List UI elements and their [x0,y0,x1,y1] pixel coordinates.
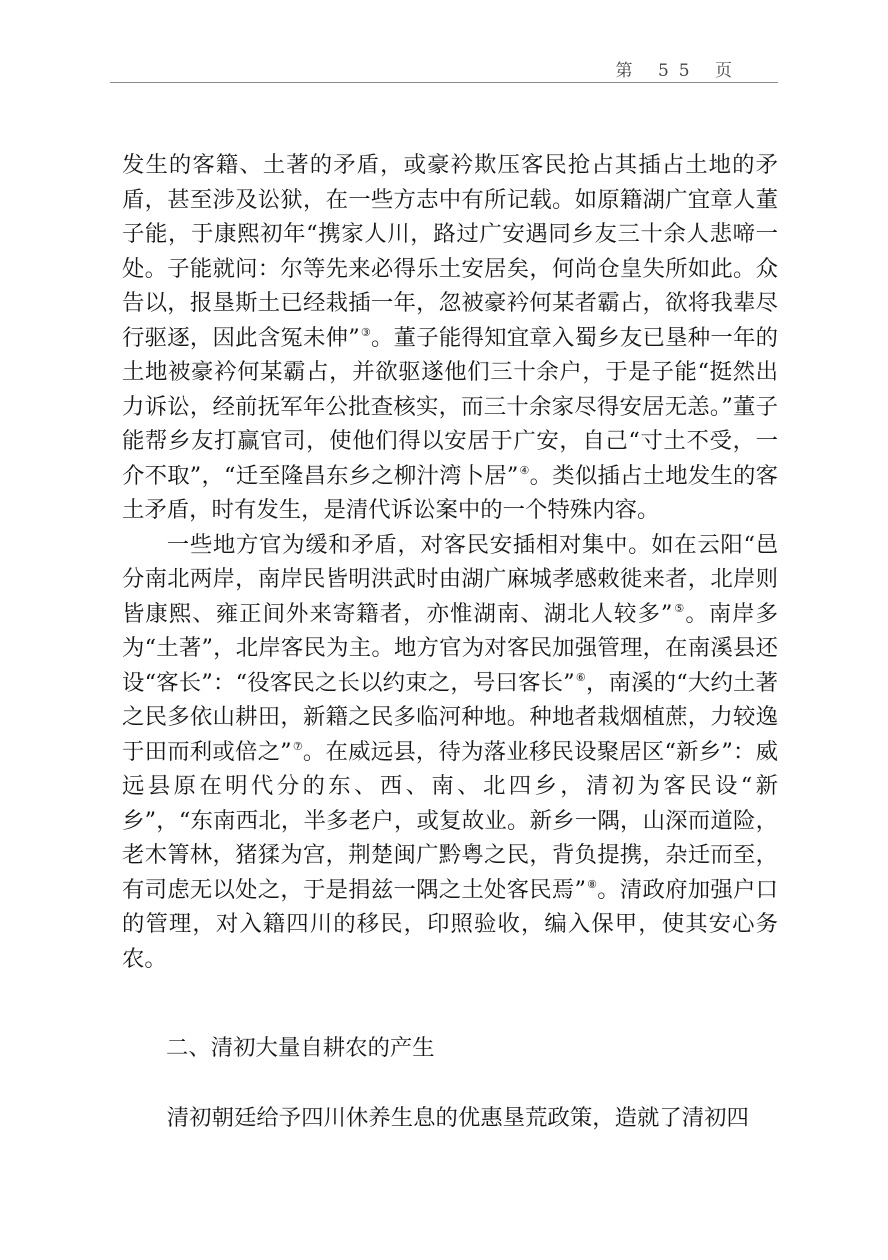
page-number: 第 55 页 [615,61,742,81]
footnote-ref-3[interactable]: ③ [360,325,372,339]
section-heading: 二、清初大量自耕农的产生 [166,1035,435,1061]
footnote-ref-6[interactable]: ⑥ [575,670,586,684]
footnote-ref-7[interactable]: ⑦ [292,739,303,753]
paragraph-1 [122,148,778,528]
paragraph-2-part-b: 。南岸多为“土著”，北岸客民为主。地方官为对客民加强管理，在南溪县还设“客长”：“役客民之长以约束之，号曰客长” [122,600,778,696]
footnote-ref-8[interactable]: ⑧ [586,877,598,891]
body-text [122,148,778,976]
paragraph-2-part-a: 一些地方官为缓和矛盾，对客民安插相对集中。如在云阳“邑分南北两岸，南岸民皆明洪武时由湖广麻城孝感敕徙来者，北岸则皆康熙、雍正间外来寄籍者，亦惟湖南、湖北人较多” [122,531,778,627]
paragraph-2-part-e: 。清政府加强户口的管理，对入籍四川的移民，印照验收，编入保甲，使其安心务农。 [122,876,778,972]
page-header [110,52,778,83]
footnote-ref-4[interactable]: ④ [519,463,530,477]
paragraph-2-part-c: ，南溪的“大约土著之民多依山耕田，新籍之民多临河种地。种地者栽烟植蔗，力较逸于田而利或倍之” [122,669,778,765]
paragraph-3: 清初朝廷给予四川休养生息的优惠垦荒政策，造就了清初四 [166,1105,749,1131]
paragraph-1-part-c: 。类似插占土地发生的客土矛盾，时有发生，是清代诉讼案中的一个特殊内容。 [122,462,778,523]
paragraph-2 [122,528,778,977]
paragraph-1-part-b: 。董子能得知宜章入蜀乡友已垦种一年的土地被豪衿何某霸占，并欲驱遂他们三十余户，于是子能“挺然出力诉讼，经前抚军年公批查核实，而三十余家尽得安居无恙。”董子能帮乡友打赢官司，使他们得以安居于广安，自己“寸土不受，一介不取”，“迁至隆昌东乡之柳汁湾卜居” [122,324,778,489]
paragraph-1-part-a: 发生的客籍、土著的矛盾，或豪衿欺压客民抢占其插占土地的矛盾，甚至涉及讼狱，在一些方志中有所记载。如原籍湖广宜章人董子能，于康熙初年“携家人川，路过广安遇同乡友三十余人悲啼一处。子能就问：尔等先来必得乐土安居矣，何尚仓皇失所如此。众告以，报垦斯土已经栽插一年，忽被豪衿何某者霸占，欲将我辈尽行驱逐，因此含冤未伸” [122,152,778,351]
paragraph-2-part-d: 。在威远县，待为落业移民设聚居区“新乡”：威远县原在明代分的东、西、南、北四乡，清初为客民设“新乡”，“东南西北，半多老户，或复故业。新乡一隅，山深而道险，老木箐林，猪猱为宫，荆楚闽广黔粤之民，背负提携，杂迁而至，有司虑无以处之，于是捐兹一隅之土处客民焉” [122,738,778,903]
footnote-ref-5[interactable]: ⑤ [673,601,686,615]
